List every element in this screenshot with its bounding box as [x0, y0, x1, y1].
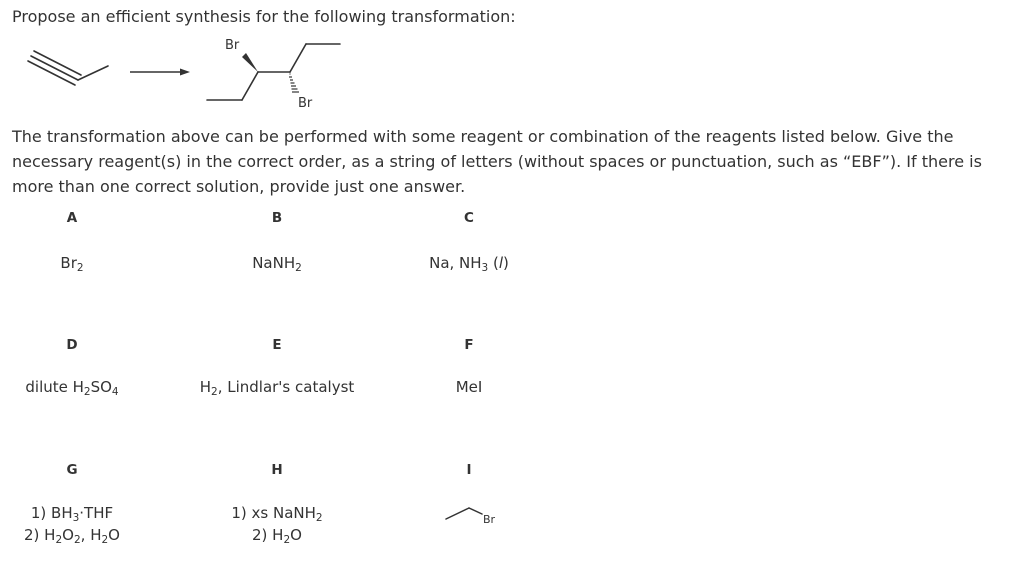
- reagent-e-text: $H_2$, Lindlar's catalyst: [199, 378, 355, 398]
- product-br-top-label: Br: [225, 38, 240, 53]
- alkyne-structure: [28, 51, 108, 85]
- reaction-scheme: [0, 0, 400, 120]
- reagent-f-text: MeI: [455, 378, 483, 396]
- reagent-letter-b: B: [271, 210, 283, 226]
- instructions-text: The transformation above can be performed with some reagent or combination of the reagents listed below. Give the necessary reagent(s) in the correct order, as a string of letters (without spaces or punctuation, such as “EBF”). If there is more than one correct solution, provide just one answer.: [12, 127, 982, 196]
- reagent-letter-i: I: [466, 462, 472, 478]
- reagent-letter-e: E: [272, 337, 282, 353]
- reagent-b-text: NaNH$_2$: [252, 254, 302, 274]
- reagent-letter-d: D: [66, 337, 78, 353]
- prompt-text: Propose an efficient synthesis for the following transformation:: [12, 7, 516, 26]
- hashed-bond: [289, 74, 299, 92]
- reagent-i-structure: [440, 500, 510, 530]
- reagent-letter-c: C: [464, 210, 474, 226]
- reagent-c-text: Na, $NH_3$ (l): [429, 254, 509, 274]
- reaction-arrow: [130, 69, 190, 76]
- reagent-letter-a: A: [66, 210, 78, 226]
- reagent-letter-g: G: [66, 462, 78, 478]
- product-br-bottom-label: Br: [298, 96, 313, 111]
- reagent-g-text: 1) $BH_3\cdot THF$ 2) $H_2O_2$, $H_2O$: [24, 504, 120, 546]
- reagent-letter-h: H: [271, 462, 283, 478]
- reagent-letter-f: F: [464, 337, 474, 353]
- reagent-i-br-label: Br: [483, 513, 496, 526]
- reagent-h-text: 1) xs NaNH$_2$ 2) $H_2O$: [231, 504, 323, 546]
- reagent-d-text: dilute $H_2SO_4$: [25, 378, 119, 398]
- reagent-a-text: $Br_2$: [60, 254, 84, 274]
- wedge-bond: [242, 53, 258, 72]
